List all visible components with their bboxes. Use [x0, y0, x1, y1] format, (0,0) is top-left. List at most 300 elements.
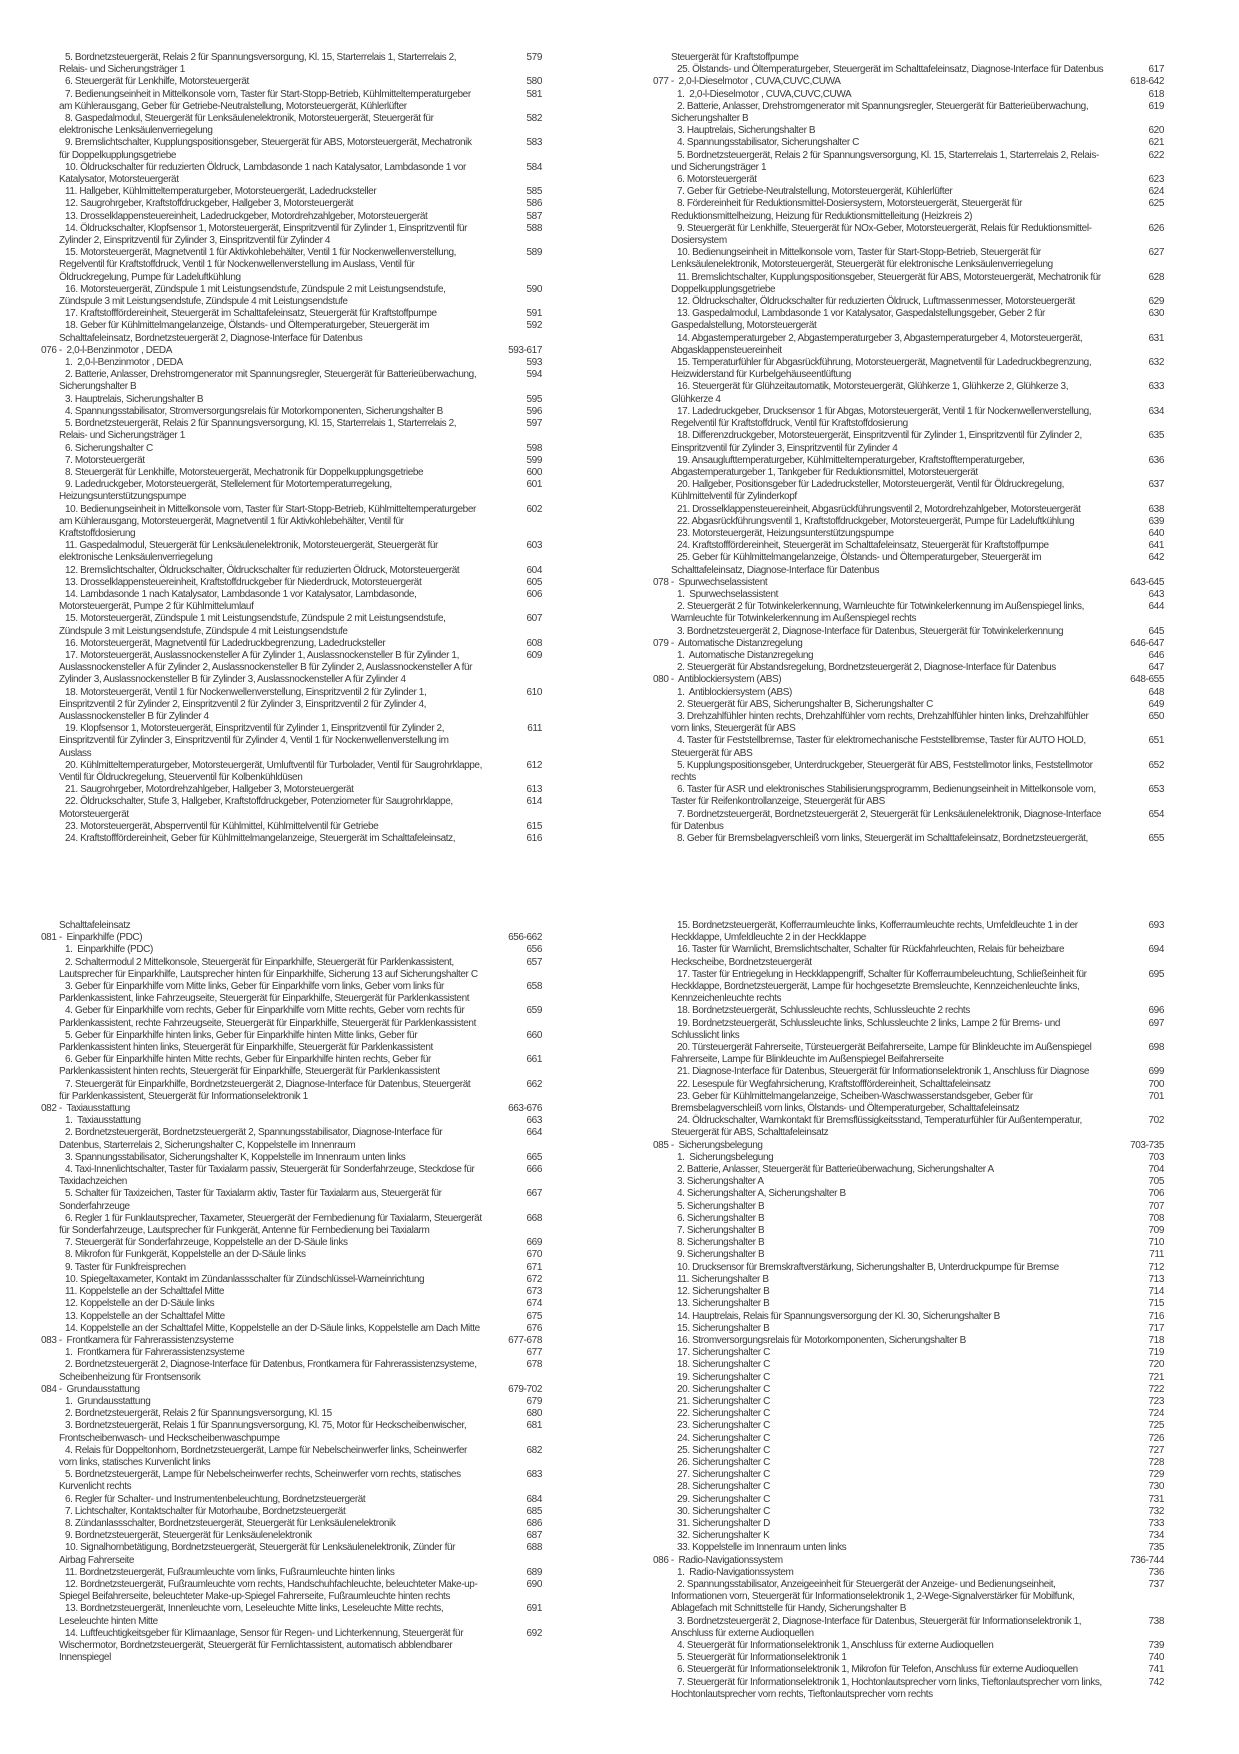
entry-text: 2. Spannungsstabilisator, Anzeigeeinheit für Steuergerät der Anzeige- und Bedienungseinheit, Informationen vorn, Steuergerät für Informationselektronik 1, 2-Wege-Signalverstärker für Mobilfunk, Ablagefach mit Schnittstelle für Handy, Sicherungshalter B: [671, 1578, 1077, 1615]
entry-page-number: 619: [1148, 100, 1164, 112]
index-entry-row: [648, 687, 1164, 699]
index-entry-row: [648, 1091, 1164, 1115]
entry-text: 12. Sicherungshalter B: [677, 1286, 770, 1298]
index-entry-row: [36, 957, 542, 981]
index-entry-row: [648, 1616, 1164, 1640]
entry-text: 6. Regler 1 für Funklautsprecher, Taxameter, Steuergerät der Fernbedienung für Taxialarm, Steuergerät für Sonderfahrzeuge, Lautsprecher für Funkgerät, Antenne für Fernbedienung bei Taxialarm: [59, 1212, 485, 1237]
entry-text: 11. Sicherungshalter B: [677, 1273, 769, 1285]
index-entry-row: [36, 589, 542, 613]
entry-text: 23. Sicherungshalter C: [677, 1420, 770, 1432]
entry-text: 2. Bordnetzsteuergerät, Bordnetzsteuergerät 2, Spannungsstabilisator, Diagnose-Interface für Datenbus, Starterrelais 2, Sicherungshalter C, Koppelstelle im Innenraum: [59, 1127, 445, 1151]
entry-page-number: 583: [526, 137, 542, 149]
index-entry-row: [36, 1347, 542, 1359]
index-entry-row: [36, 443, 542, 455]
entry-page-number: 648: [1148, 686, 1164, 698]
entry-text: 12. Saugrohrgeber, Kraftstoffdruckgeber, Hallgeber 3, Motorsteuergerät: [65, 198, 354, 210]
index-entry-row: [36, 1518, 542, 1530]
entry-page-number: 599: [526, 454, 542, 466]
entry-text: 11. Gaspedalmodul, Steuergerät für Lenksäulenelektronik, Motorsteuergerät, Steuergerät für elektronische Lenksäulenverriegelung: [59, 540, 441, 564]
entry-text: 13. Drosselklappensteuereinheit, Ladedruckgeber, Motordrehzahlgeber, Motorsteuergerät: [65, 210, 428, 222]
entry-text: 3. Geber für Einparkhilfe vorn Mitte links, Geber für Einparkhilfe vorn links, Geber vorn links für Parklenkassistent, linke Fahrzeugseite, Steuergerät für Einparkhilfe, Steuergerät für Parklenkassistent: [59, 981, 470, 1005]
entry-page-number: 640: [1148, 527, 1164, 539]
entry-text: 20. Türsteuergerät Fahrerseite, Türsteuergerät Beifahrerseite, Lampe für Blinkleuchte im Außenspiegel Fahrerseite, Lampe für Blinkleuchte im Außenspiegel Beifahrerseite: [671, 1042, 1094, 1066]
entry-page-number: 654: [1148, 808, 1164, 820]
section-header-row: [36, 932, 542, 944]
entry-text: 23. Motorsteuergerät, Absperrventil für Kühlmittel, Kühlmittelventil für Getriebe: [65, 820, 379, 832]
entry-text: 25. Ölstands- und Öltemperaturgeber, Steuergerät im Schalttafeleinsatz, Diagnose-Interface für Datenbus: [677, 64, 1104, 76]
entry-page-number: 729: [1148, 1469, 1164, 1481]
index-entry-row: [36, 650, 542, 687]
entry-text: 2. Batterie, Anlasser, Steuergerät für Batterieüberwachung, Sicherungshalter A: [677, 1164, 994, 1176]
entry-text: 22. Abgasrückführungsventil 1, Kraftstoffdruckgeber, Motorsteuergerät, Pumpe für Ladeluftkühlung: [677, 515, 1075, 527]
entry-text: 22. Öldruckschalter, Stufe 3, Hallgeber, Kraftstoffdruckgeber, Potenziometer für Saugrohrklappe, Motorsteuergerät: [59, 796, 456, 820]
entry-text: 2. Steuergerät für Abstandsregelung, Bordnetzsteuergerät 2, Diagnose-Interface für Datenbus: [677, 662, 1056, 674]
entry-page-number: 663-676: [508, 1103, 542, 1115]
entry-page-number: 637: [1148, 479, 1164, 491]
entry-text: 7. Bordnetzsteuergerät, Bordnetzsteuergerät 2, Steuergerät für Lenksäulenelektronik, Diagnose-Interface für Datenbus: [671, 808, 1104, 832]
index-entry-row: [36, 687, 542, 724]
entry-text: 17. Sicherungshalter C: [677, 1347, 770, 1359]
entry-text: 4. Geber für Einparkhilfe vorn rechts, Geber für Einparkhilfe vorn Mitte rechts, Geber vorn rechts für Parklenkassistent, rechte Fahrzeugseite, Steuergerät für Einparkhilfe, Steuergerät für Parklenkassistent: [59, 1005, 476, 1029]
entry-page-number: 614: [526, 796, 542, 808]
entry-text: 1. Antiblockiersystem (ABS): [677, 686, 792, 698]
entry-page-number: 733: [1148, 1517, 1164, 1529]
index-entry-row: [36, 1603, 542, 1627]
entry-text: 5. Bordnetzsteuergerät, Relais 2 für Spannungsversorgung, Kl. 15, Starterrelais 1, Starterrelais 2, Relais- und Sicherungsträger 1: [59, 418, 459, 442]
index-entry-row: [648, 1201, 1164, 1213]
section-header-row: [36, 1384, 542, 1396]
entry-text: 15. Sicherungshalter B: [677, 1322, 770, 1334]
entry-page-number: 603: [526, 540, 542, 552]
entry-page-number: 691: [526, 1603, 542, 1615]
index-entry-row: [648, 1677, 1164, 1701]
entry-page-number: 644: [1148, 601, 1164, 613]
entry-page-number: 709: [1148, 1225, 1164, 1237]
entry-page-number: 727: [1148, 1444, 1164, 1456]
index-entry-row: [36, 1420, 542, 1444]
entry-page-number: 648-655: [1130, 674, 1164, 686]
entry-text: 9. Bordnetzsteuergerät, Steuergerät für Lenksäulenelektronik: [65, 1530, 312, 1542]
index-entry-row: [36, 1445, 542, 1469]
entry-text: 9. Sicherungshalter B: [677, 1249, 765, 1261]
index-entry-row: [648, 626, 1164, 638]
entry-text: 4. Taxi-Innenlichtschalter, Taster für Taxialarm passiv, Steuergerät für Sonderfahrzeuge, Steckdose für Taxidachzeichen: [59, 1164, 477, 1188]
section-title: 086 - Radio-Navigationssystem: [653, 1554, 783, 1566]
index-entry-row: [36, 162, 542, 186]
index-entry-row: [36, 540, 542, 564]
entry-page-number: 652: [1148, 759, 1164, 771]
entry-text: 6. Sicherungshalter B: [677, 1212, 765, 1224]
index-entry-row: [36, 467, 542, 479]
entry-text: 19. Bordnetzsteuergerät, Schlussleuchte links, Schlussleuchte 2 links, Lampe 2 für Brems- und Schlusslicht links: [671, 1017, 1063, 1041]
entry-text: 19. Klopfsensor 1, Motorsteuergerät, Einspritzventil für Zylinder 1, Einspritzventil für Zylinder 2, Einspritzventil für Zylinder 3, Einspritzventil für Zylinder 4, Ventil 1 für Nockenwellenverstellung im Auslass: [59, 723, 451, 759]
entry-text: 18. Bordnetzsteuergerät, Schlussleuchte rechts, Schlussleuchte 2 rechts: [677, 1005, 970, 1017]
entry-page-number: 656-662: [508, 932, 542, 944]
entry-text: 15. Motorsteuergerät, Zündspule 1 mit Leistungsendstufe, Zündspule 2 mit Leistungsendstufe, Zündspule 3 mit Leistungsendstufe, Zündspule 4 mit Leistungsendstufe: [59, 613, 448, 637]
entry-page-number: 708: [1148, 1212, 1164, 1224]
entry-text: 8. Gaspedalmodul, Steuergerät für Lenksäulenelektronik, Motorsteuergerät, Steuergerät für elektronische Lenksäulenverriegelung: [59, 113, 436, 137]
entry-page-number: 643-645: [1130, 576, 1164, 588]
entry-page-number: 677-678: [508, 1334, 542, 1346]
entry-page-number: 735: [1148, 1542, 1164, 1554]
entry-text: 7. Sicherungshalter B: [677, 1225, 765, 1237]
index-entry-row: [36, 1005, 542, 1029]
entry-page-number: 719: [1148, 1347, 1164, 1359]
index-entry-row: [648, 809, 1164, 833]
index-entry-row: [648, 504, 1164, 516]
entry-text: 3. Hauptrelais, Sicherungshalter B: [65, 393, 204, 405]
entry-page-number: 723: [1148, 1395, 1164, 1407]
entry-text: 12. Koppelstelle an der D-Säule links: [65, 1298, 215, 1310]
column-bottom-left: [36, 920, 542, 1664]
section-title: 083 - Frontkamera für Fahrerassistenzsysteme: [41, 1334, 234, 1346]
entry-text: 25. Geber für Kühlmittelmangelanzeige, Ölstands- und Öltemperaturgeber, Steuergerät im Schalttafeleinsatz, Diagnose-Interface für Datenbus: [671, 552, 1044, 576]
entry-text: 5. Sicherungshalter B: [677, 1200, 765, 1212]
index-entry-row: [648, 1079, 1164, 1091]
index-entry-row: [648, 1018, 1164, 1042]
index-entry-row: [36, 223, 542, 247]
index-entry-row: [36, 357, 542, 369]
entry-text: 33. Koppelstelle im Innenraum unten links: [677, 1542, 847, 1554]
entry-text: 6. Sicherungshalter C: [65, 442, 153, 454]
entry-text: 18. Motorsteuergerät, Ventil 1 für Nockenwellenverstellung, Einspritzventil 2 für Zylinder 1, Einspritzventil 2 für Zylinder 2, Einspritzventil 2 für Zylinder 3, Einspritzventil 2 für Zylinder 4, Auslassnockensteller B für Zylinder 4: [59, 686, 429, 722]
entry-page-number: 651: [1148, 735, 1164, 747]
entry-page-number: 731: [1148, 1493, 1164, 1505]
index-entry-row: [648, 1384, 1164, 1396]
entry-text: 13. Drosselklappensteuereinheit, Kraftstoffdruckgeber für Niederdruck, Motorsteuergerät: [65, 576, 422, 588]
index-entry-row: [648, 1066, 1164, 1078]
index-entry-row: [36, 1054, 542, 1078]
entry-text: 24. Sicherungshalter C: [677, 1432, 770, 1444]
entry-page-number: 679: [526, 1395, 542, 1407]
entry-text: 6. Steuergerät für Informationselektronik 1, Mikrofon für Telefon, Anschluss für externe Audioquellen: [677, 1664, 1078, 1676]
entry-text: 15. Bordnetzsteuergerät, Kofferraumleuchte links, Kofferraumleuchte rechts, Umfeldleuchte 1 in der Heckklappe, Umfeldleuchte 2 in der Heckklappe: [671, 920, 1081, 944]
section-title: 082 - Taxiausstattung: [41, 1103, 130, 1115]
index-entry-row: [648, 540, 1164, 552]
entry-page-number: 610: [526, 686, 542, 698]
entry-text: Schalttafeleinsatz: [59, 920, 131, 931]
index-entry-row: [648, 1274, 1164, 1286]
entry-page-number: 712: [1148, 1261, 1164, 1273]
entry-page-number: 706: [1148, 1188, 1164, 1200]
entry-text: 2. Bordnetzsteuergerät 2, Diagnose-Interface für Datenbus, Frontkamera für Fahrerassistenzsysteme, Scheibenheizung für Frontsensorik: [59, 1359, 479, 1383]
entry-page-number: 625: [1148, 198, 1164, 210]
entry-page-number: 582: [526, 113, 542, 125]
entry-page-number: 631: [1148, 332, 1164, 344]
index-entry-row: [36, 1323, 542, 1335]
entry-page-number: 672: [526, 1273, 542, 1285]
section-title: 076 - 2,0-l-Benzinmotor , DEDA: [41, 344, 172, 356]
index-entry-row: [648, 1359, 1164, 1371]
entry-text: 1. Spurwechselassistent: [677, 588, 779, 600]
entry-page-number: 585: [526, 186, 542, 198]
index-entry-row: [648, 357, 1164, 381]
index-entry-row: [36, 284, 542, 308]
index-entry-row: [36, 394, 542, 406]
entry-page-number: 680: [526, 1408, 542, 1420]
entry-page-number: 617: [1148, 64, 1164, 76]
index-entry-row: [36, 1567, 542, 1579]
entry-page-number: 666: [526, 1164, 542, 1176]
entry-page-number: 679-702: [508, 1383, 542, 1395]
entry-page-number: 613: [526, 784, 542, 796]
entry-text: 3. Sicherungshalter A: [677, 1176, 764, 1188]
entry-text: 8. Steuergerät für Lenkhilfe, Motorsteuergerät, Mechatronik für Doppelkupplungsgetriebe: [65, 466, 424, 478]
entry-text: 13. Sicherungshalter B: [677, 1298, 770, 1310]
index-entry-row: [648, 1152, 1164, 1164]
entry-text: 3. Drehzahlfühler hinten rechts, Drehzahlfühler vorn rechts, Drehzahlfühler hinten links, Drehzahlfühler vorn links, Steuergerät für ABS: [671, 710, 1091, 735]
index-entry-row: [36, 638, 542, 650]
index-entry-row: [36, 1530, 542, 1542]
index-entry-row: [648, 406, 1164, 430]
index-entry-row: [648, 1408, 1164, 1420]
entry-page-number: 647: [1148, 662, 1164, 674]
index-entry-row: [36, 760, 542, 784]
entry-text: 1. Grundausstattung: [65, 1395, 151, 1407]
entry-page-number: 641: [1148, 540, 1164, 552]
index-entry-row: [648, 1445, 1164, 1457]
entry-page-number: 622: [1148, 149, 1164, 161]
index-entry-row: [36, 1030, 542, 1054]
entry-page-number: 741: [1148, 1664, 1164, 1676]
entry-text: 7. Bedienungseinheit in Mittelkonsole vorn, Taster für Start-Stopp-Betrieb, Kühlmitteltemperaturgeber am Kühlerausgang, Geber für Getriebe-Neutralstellung, Motorsteuergerät, Kühlerlüfter: [59, 88, 474, 112]
entry-text: 19. Ansauglufttemperaturgeber, Kühlmitteltemperaturgeber, Kraftstofftemperaturgeber, Abgastemperaturgeber 1, Tankgeber für Reduktionsmittel, Motorsteuergerät: [671, 454, 1027, 478]
section-header-row: [36, 345, 542, 357]
index-entry-row: [36, 1469, 542, 1493]
section-header-row: [648, 638, 1164, 650]
entry-text: 25. Sicherungshalter C: [677, 1444, 770, 1456]
index-entry-row: [36, 577, 542, 589]
entry-page-number: 676: [526, 1322, 542, 1334]
entry-text: 10. Bedienungseinheit in Mittelkonsole vorn, Taster für Start-Stopp-Betrieb, Kühlmitteltemperaturgeber am Kühlerausgang, Motorsteuergerät, Magnetventil 1 für Aktivkohlebehälter, Ventil für Kraftstoffdosierung: [59, 503, 479, 539]
index-entry-row: [36, 1249, 542, 1261]
index-entry-row: [648, 52, 1164, 64]
index-entry-row: [36, 821, 542, 833]
entry-page-number: 698: [1148, 1042, 1164, 1054]
entry-page-number: 632: [1148, 357, 1164, 369]
index-entry-row: [648, 1579, 1164, 1616]
entry-text: 10. Öldruckschalter für reduzierten Öldruck, Lambdasonde 1 nach Katalysator, Lambdasonde 1 vor Katalysator, Motorsteuergerät: [59, 161, 469, 186]
index-entry-row: [648, 1311, 1164, 1323]
entry-text: 1. Taxiausstattung: [65, 1115, 141, 1127]
entry-text: 6. Regler für Schalter- und Instrumentenbeleuchtung, Bordnetzsteuergerät: [65, 1493, 366, 1505]
index-entry-row: [648, 1225, 1164, 1237]
entry-text: 17. Ladedruckgeber, Drucksensor 1 für Abgas, Motorsteuergerät, Ventil 1 für Nockenwellenverstellung, Regelventil für Kraftstoffdruck, Ventil für Kraftstoffdosierung: [671, 405, 1094, 430]
index-entry-row: [36, 52, 542, 76]
entry-page-number: 668: [526, 1212, 542, 1224]
index-entry-row: [36, 1506, 542, 1518]
entry-page-number: 737: [1148, 1578, 1164, 1590]
entry-text: 2. Schaltermodul 2 Mittelkonsole, Steuergerät für Einparkhilfe, Steuergerät für Parklenkassistent, Lautsprecher für Einparkhilfe, Lautsprecher hinten für Einparkhilfe, Sicherung 13 auf Sicherungshalter C: [59, 956, 478, 980]
index-entry-row: [36, 76, 542, 88]
entry-page-number: 627: [1148, 247, 1164, 259]
column-top-left: [36, 52, 542, 845]
entry-page-number: 618: [1148, 88, 1164, 100]
entry-page-number: 738: [1148, 1615, 1164, 1627]
entry-page-number: 655: [1148, 833, 1164, 844]
index-entry-row: [36, 1396, 542, 1408]
section-header-row: [648, 577, 1164, 589]
entry-text: 8. Zündanlassschalter, Bordnetzsteuergerät, Steuergerät für Lenksäulenelektronik: [65, 1517, 396, 1529]
index-entry-row: [648, 150, 1164, 174]
entry-page-number: 618-642: [1130, 76, 1164, 88]
entry-page-number: 701: [1148, 1090, 1164, 1102]
entry-text: 9. Ladedruckgeber, Motorsteuergerät, Stellelement für Motortemperaturregelung, Heizungsunterstützungspumpe: [59, 479, 395, 503]
entry-page-number: 657: [526, 956, 542, 968]
index-entry-row: [648, 601, 1164, 625]
entry-page-number: 595: [526, 393, 542, 405]
entry-page-number: 649: [1148, 698, 1164, 710]
entry-page-number: 609: [526, 649, 542, 661]
index-entry-row: [648, 1652, 1164, 1664]
entry-page-number: 665: [526, 1151, 542, 1163]
index-entry-row: [648, 735, 1164, 759]
entry-page-number: 601: [526, 479, 542, 491]
entry-text: 1. Automatische Distanzregelung: [677, 649, 814, 661]
entry-text: 21. Drosselklappensteuereinheit, Abgasrückführungsventil 2, Motordrehzahlgeber, Motorsteuergerät: [677, 503, 1081, 515]
index-entry-row: [36, 455, 542, 467]
entry-text: 28. Sicherungshalter C: [677, 1481, 770, 1493]
section-title: 078 - Spurwechselassistent: [653, 576, 768, 588]
entry-text: 3. Hauptrelais, Sicherungshalter B: [677, 125, 816, 137]
entry-page-number: 634: [1148, 405, 1164, 417]
entry-page-number: 611: [527, 723, 542, 735]
entry-text: 7. Steuergerät für Sonderfahrzeuge, Koppelstelle an der D-Säule links: [65, 1237, 348, 1249]
entry-page-number: 591: [526, 308, 542, 320]
index-entry-row: [648, 101, 1164, 125]
entry-page-number: 586: [526, 198, 542, 210]
entry-text: 16. Taster für Warnlicht, Bremslichtschalter, Schalter für Rückfahrleuchten, Relais für beheizbare Heckscheibe, Bordnetzsteuergerät: [671, 944, 1067, 968]
entry-text: 10. Bedienungseinheit in Mittelkonsole vorn, Taster für Start-Stopp-Betrieb, Steuergerät für Lenksäulenelektronik, Motorsteuergerät, Steuergerät für elektronische Lenksäulenverriegelung: [671, 247, 1053, 271]
entry-text: 1. 2,0-l-Dieselmotor , CUVA,CUVC,CUWA: [677, 88, 852, 100]
entry-page-number: 592: [526, 320, 542, 332]
index-entry-row: [648, 308, 1164, 332]
entry-page-number: 612: [526, 759, 542, 771]
entry-page-number: 646-647: [1130, 637, 1164, 649]
index-entry-row: [648, 1433, 1164, 1445]
entry-page-number: 653: [1148, 784, 1164, 796]
entry-text: 1. Einparkhilfe (PDC): [65, 944, 153, 956]
index-entry-row: [36, 504, 542, 541]
entry-page-number: 695: [1148, 968, 1164, 980]
entry-page-number: 694: [1148, 944, 1164, 956]
entry-text: 12. Bordnetzsteuergerät, Fußraumleuchte vorn rechts, Handschuhfachleuchte, beleuchteter Make-up-Spiegel Beifahrerseite, beleuchteter Make-up-Spiegel Fahrerseite, Fußraumleuchte hinten rechts: [59, 1578, 478, 1603]
index-entry-row: [36, 723, 542, 760]
entry-text: 21. Saugrohrgeber, Motordrehzahlgeber, Hallgeber 3, Motorsteuergerät: [65, 784, 354, 796]
index-entry-row: [36, 944, 542, 956]
entry-text: 16. Stromversorgungsrelais für Motorkomponenten, Sicherungshalter B: [677, 1334, 966, 1346]
entry-page-number: 645: [1148, 625, 1164, 637]
index-entry-row: [648, 662, 1164, 674]
index-entry-row: [648, 186, 1164, 198]
index-entry-row: [648, 1420, 1164, 1432]
entry-page-number: 642: [1148, 552, 1164, 564]
entry-page-number: 705: [1148, 1176, 1164, 1188]
index-entry-row: [36, 1286, 542, 1298]
entry-page-number: 598: [526, 442, 542, 454]
entry-page-number: 736: [1148, 1566, 1164, 1578]
entry-page-number: 616: [526, 833, 542, 844]
entry-page-number: 682: [526, 1444, 542, 1456]
entry-page-number: 699: [1148, 1066, 1164, 1078]
index-entry-row: [648, 1323, 1164, 1335]
section-title: 077 - 2,0-l-Dieselmotor , CUVA,CUVC,CUWA: [653, 76, 841, 88]
entry-page-number: 707: [1148, 1200, 1164, 1212]
entry-page-number: 714: [1148, 1286, 1164, 1298]
index-entry-row: [36, 113, 542, 137]
entry-text: Steuergerät für Kraftstoffpumpe: [671, 52, 799, 63]
index-entry-row: [648, 1481, 1164, 1493]
entry-page-number: 734: [1148, 1530, 1164, 1542]
entry-page-number: 626: [1148, 222, 1164, 234]
index-entry-row: [648, 944, 1164, 968]
entry-text: 17. Kraftstofffördereinheit, Steuergerät im Schalttafeleinsatz, Steuergerät für Kraftstoffpumpe: [65, 308, 437, 320]
entry-page-number: 677: [526, 1347, 542, 1359]
index-entry-row: [36, 1115, 542, 1127]
index-entry-row: [36, 1152, 542, 1164]
entry-page-number: 643: [1148, 588, 1164, 600]
entry-text: 18. Differenzdruckgeber, Motorsteuergerät, Einspritzventil für Zylinder 1, Einspritzventil für Zylinder 2, Einspritzventil für Zylinder 3, Einspritzventil für Zylinder 4: [671, 430, 1085, 454]
entry-page-number: 696: [1148, 1005, 1164, 1017]
index-entry-row: [648, 833, 1164, 845]
entry-text: 8. Geber für Bremsbelagverschleiß vorn links, Steuergerät im Schalttafeleinsatz, Bordnetzsteuergerät,: [677, 833, 1088, 844]
section-title: 079 - Automatische Distanzregelung: [653, 637, 803, 649]
entry-page-number: 667: [526, 1188, 542, 1200]
entry-text: 8. Fördereinheit für Reduktionsmittel-Dosiersystem, Motorsteuergerät, Steuergerät für Reduktionsmittelheizung, Heizung für Reduktionsmittelleitung (Heizkreis 2): [671, 198, 1025, 222]
entry-page-number: 710: [1148, 1237, 1164, 1249]
entry-text: 6. Taster für ASR und elektronisches Stabilisierungsprogramm, Bedienungseinheit in Mittelkonsole vorn, Taster für Reifenkontrollanzeige, Steuergerät für ABS: [671, 784, 1098, 808]
entry-page-number: 717: [1148, 1322, 1164, 1334]
entry-text: 26. Sicherungshalter C: [677, 1456, 770, 1468]
index-entry-row: [36, 1542, 542, 1566]
entry-text: 24. Kraftstofffördereinheit, Steuergerät im Schalttafeleinsatz, Steuergerät für Kraftstoffpumpe: [677, 540, 1049, 552]
index-entry-row: [648, 1567, 1164, 1579]
entry-page-number: 689: [526, 1566, 542, 1578]
entry-text: 4. Sicherungshalter A, Sicherungshalter B: [677, 1188, 846, 1200]
entry-text: 14. Luftfeuchtigkeitsgeber für Klimaanlage, Sensor für Regen- und Lichterkennung, Steuergerät für Wischermotor, Bordnetzsteuergerät, Steuergerät für Fernlichtassistent, automatisch abblendbarer Innenspiegel: [59, 1627, 466, 1664]
index-entry-row: [648, 1372, 1164, 1384]
entry-text: 2. Bordnetzsteuergerät, Relais 2 für Spannungsversorgung, Kl. 15: [65, 1408, 332, 1420]
entry-page-number: 740: [1148, 1652, 1164, 1664]
entry-text: 10. Signalhornbetätigung, Bordnetzsteuergerät, Steuergerät für Lenksäulenelektronik, Zünder für Airbag Fahrerseite: [59, 1542, 457, 1566]
entry-page-number: 669: [526, 1237, 542, 1249]
index-entry-row: [648, 1262, 1164, 1274]
index-entry-row: [36, 565, 542, 577]
entry-text: 5. Geber für Einparkhilfe hinten links, Geber für Einparkhilfe hinten Mitte links, Geber für Parklenkassistent hinten links, Steuergerät für Einparkhilfe, Steuergerät für Parklenkassistent: [59, 1029, 433, 1054]
entry-text: 11. Bremslichtschalter, Kupplungspositionsgeber, Steuergerät für ABS, Motorsteuergerät, Mechatronik für Doppelkupplungsgetriebe: [671, 271, 1104, 295]
section-title: 084 - Grundausstattung: [41, 1383, 140, 1395]
index-entry-row: [36, 920, 542, 932]
entry-page-number: 597: [526, 418, 542, 430]
column-top-right: [648, 52, 1164, 845]
index-entry-row: [36, 211, 542, 223]
index-entry-row: [648, 1213, 1164, 1225]
index-entry-row: [36, 1164, 542, 1188]
index-entry-row: [36, 369, 542, 393]
entry-page-number: 675: [526, 1310, 542, 1322]
entry-text: 7. Motorsteuergerät: [65, 454, 145, 466]
entry-text: 1. 2,0-l-Benzinmotor , DEDA: [65, 357, 183, 369]
index-entry-row: [648, 969, 1164, 1006]
entry-page-number: 730: [1148, 1481, 1164, 1493]
entry-text: 9. Steuergerät für Lenkhilfe, Steuergerät für NOx-Geber, Motorsteuergerät, Relais für Reduktionsmittel-Dosiersystem: [671, 222, 1092, 247]
entry-text: 15. Motorsteuergerät, Magnetventil 1 für Aktivkohlebehälter, Ventil 1 für Nockenwellenverstellung, Regelventil für Kraftstoffdruck, Ventil 1 für Nockenwellenverstellung im Auslass, Ventil für Öldruckregelung, Pumpe für Ladeluftkühlung: [59, 247, 459, 283]
index-entry-row: [36, 833, 542, 845]
index-entry-row: [648, 381, 1164, 405]
index-entry-row: [648, 1664, 1164, 1676]
entry-text: 5. Schalter für Taxizeichen, Taster für Taxialarm aktiv, Taster für Taxialarm aus, Steuergerät für Sonderfahrzeuge: [59, 1188, 444, 1212]
section-title: 081 - Einparkhilfe (PDC): [41, 932, 143, 944]
